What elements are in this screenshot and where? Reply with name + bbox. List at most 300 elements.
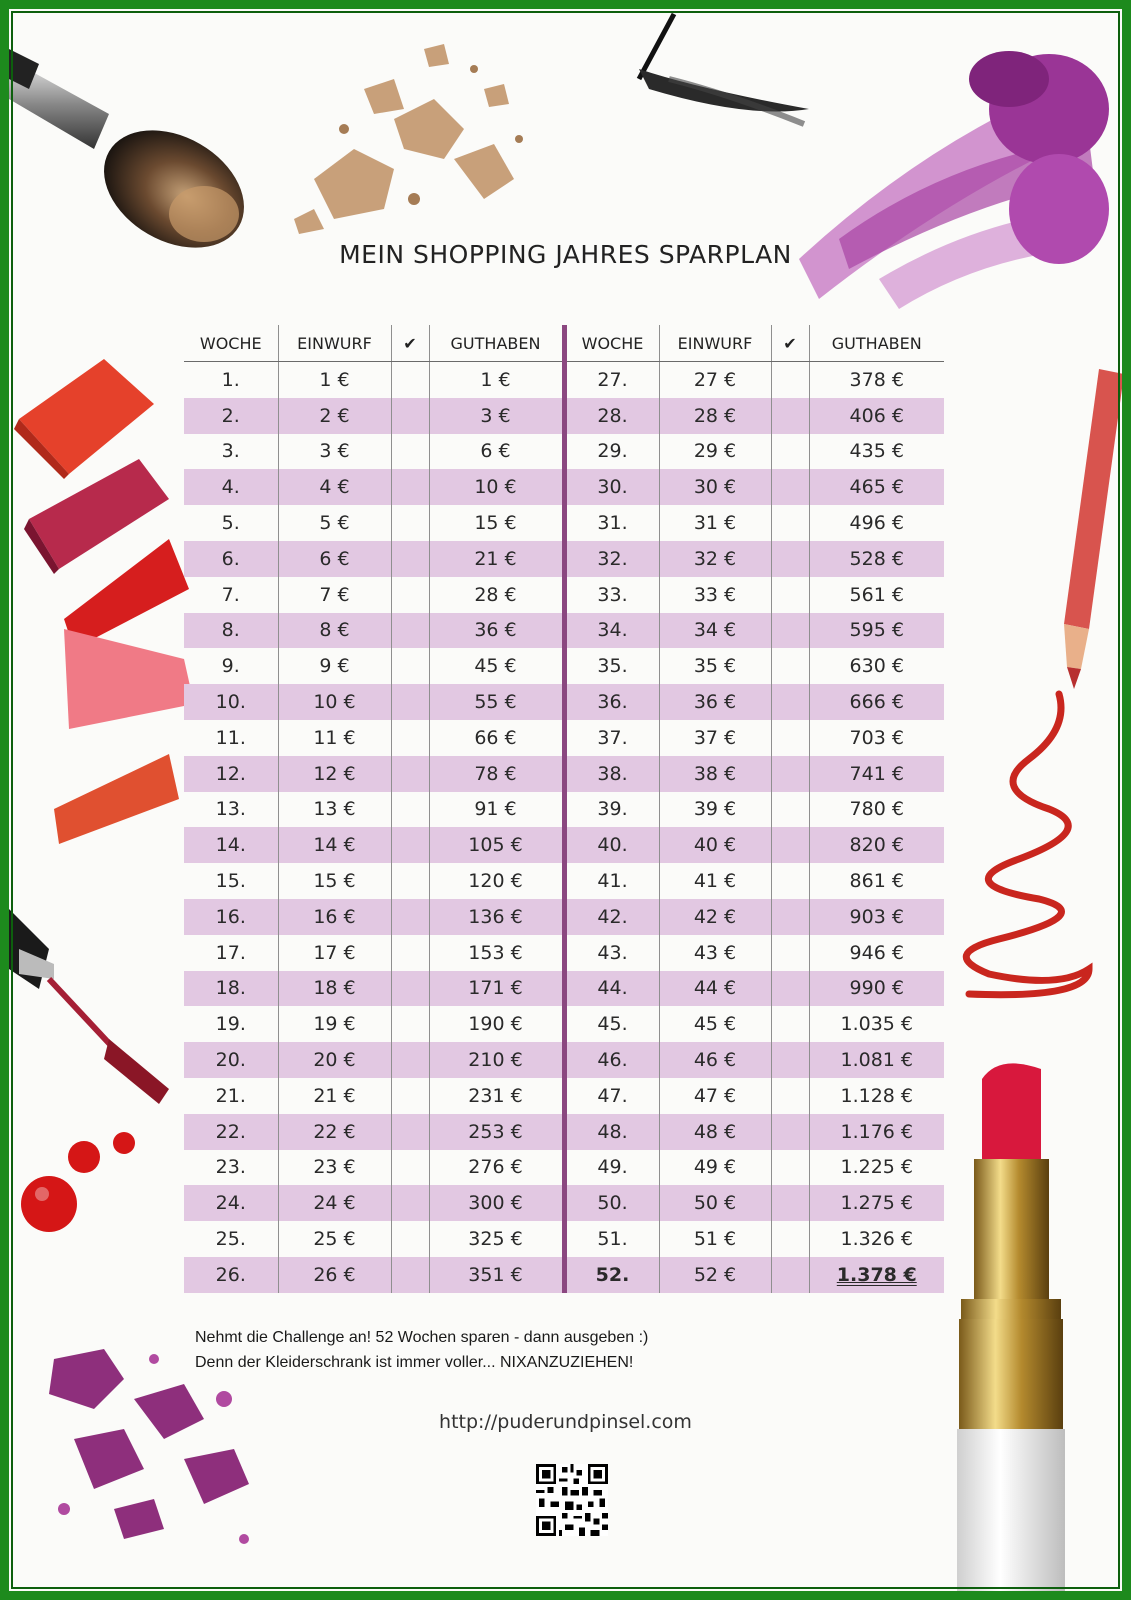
- deposit-cell: [659, 827, 771, 863]
- week-cell: [184, 1257, 278, 1293]
- balance-cell-value: 28 €: [474, 583, 517, 606]
- deposit-cell-value: 3 €: [319, 440, 350, 463]
- balance-cell-value: 10 €: [474, 476, 517, 499]
- balance-cell: [429, 613, 564, 649]
- week-cell-value: 35.: [597, 655, 628, 678]
- week-cell-value: 20.: [215, 1049, 246, 1072]
- deposit-cell: [278, 1006, 391, 1042]
- deposit-cell: [659, 505, 771, 541]
- week-cell-value: 19.: [215, 1013, 246, 1036]
- balance-cell-value: 1.081 €: [840, 1049, 914, 1072]
- deposit-cell-value: 15 €: [313, 870, 356, 893]
- balance-cell: [809, 1185, 944, 1221]
- deposit-cell-value: 7 €: [319, 583, 350, 606]
- table-row: [184, 1042, 944, 1078]
- deposit-cell: [659, 1114, 771, 1150]
- deposit-cell: [278, 613, 391, 649]
- deposit-cell-value: 2 €: [319, 404, 350, 427]
- checkbox-cell[interactable]: [771, 1078, 809, 1114]
- week-cell-value: 27.: [597, 368, 628, 391]
- deposit-cell-value: 45 €: [693, 1013, 737, 1036]
- balance-cell-value: 1.275 €: [840, 1192, 914, 1215]
- deposit-cell-value: 51 €: [693, 1228, 737, 1251]
- balance-cell: [429, 1006, 564, 1042]
- deposit-cell: [278, 1221, 391, 1257]
- balance-cell-value: 325 €: [468, 1228, 523, 1251]
- week-cell: [564, 899, 659, 935]
- deposit-cell: [659, 577, 771, 613]
- header-check-icon: ✔: [391, 325, 429, 362]
- week-cell-value: 50.: [597, 1192, 628, 1215]
- table-row: [184, 863, 944, 899]
- balance-cell: [429, 720, 564, 756]
- balance-cell-value: 465 €: [849, 476, 904, 499]
- table-row: [184, 1221, 944, 1257]
- checkbox-cell[interactable]: [771, 541, 809, 577]
- balance-cell-value: 120 €: [468, 870, 523, 893]
- checkbox-cell[interactable]: [391, 899, 429, 935]
- balance-cell-value: 1.225 €: [840, 1156, 914, 1179]
- table-row: [184, 362, 944, 398]
- week-cell-value: 12.: [215, 762, 246, 785]
- deposit-cell-value: 20 €: [313, 1049, 356, 1072]
- checkbox-cell[interactable]: [771, 505, 809, 541]
- deposit-cell: [659, 541, 771, 577]
- table-row: [184, 505, 944, 541]
- table-row: [184, 1150, 944, 1186]
- table-row: [184, 756, 944, 792]
- deposit-cell-value: 22 €: [313, 1120, 356, 1143]
- balance-cell: [429, 1150, 564, 1186]
- checkbox-cell[interactable]: [391, 541, 429, 577]
- deposit-cell: [659, 1078, 771, 1114]
- balance-cell: [809, 648, 944, 684]
- week-cell: [564, 1150, 659, 1186]
- challenge-line-1: Nehmt die Challenge an! 52 Wochen sparen - dann ausgeben :): [195, 1329, 649, 1346]
- week-cell: [564, 1185, 659, 1221]
- week-cell: [564, 792, 659, 828]
- week-cell: [184, 1114, 278, 1150]
- table-row: [184, 827, 944, 863]
- deposit-cell: [278, 398, 391, 434]
- red-scribble-image: [939, 689, 1119, 1029]
- balance-cell: [809, 398, 944, 434]
- week-cell: [184, 648, 278, 684]
- deposit-cell-value: 43 €: [693, 941, 737, 964]
- checkbox-cell[interactable]: [391, 1185, 429, 1221]
- header-guthaben: GUTHABEN: [429, 325, 564, 362]
- deposit-cell: [278, 505, 391, 541]
- balance-cell-value: 171 €: [468, 977, 523, 1000]
- week-cell: [184, 971, 278, 1007]
- balance-cell: [429, 1257, 564, 1293]
- week-cell: [184, 577, 278, 613]
- deposit-cell-value: 44 €: [693, 977, 737, 1000]
- checkbox-cell[interactable]: [771, 1185, 809, 1221]
- gold-lipstick-image: [949, 1059, 1089, 1600]
- balance-cell: [809, 577, 944, 613]
- page-title: MEIN SHOPPING JAHRES SPARPLAN: [339, 240, 792, 269]
- checkbox-cell[interactable]: [391, 1042, 429, 1078]
- table-row: [184, 577, 944, 613]
- balance-cell: [809, 1150, 944, 1186]
- deposit-cell-value: 18 €: [313, 977, 356, 1000]
- deposit-cell-value: 37 €: [693, 726, 737, 749]
- balance-cell: [429, 1221, 564, 1257]
- week-cell: [184, 792, 278, 828]
- checkbox-cell[interactable]: [771, 720, 809, 756]
- week-cell: [184, 1150, 278, 1186]
- deposit-cell-value: 46 €: [693, 1049, 737, 1072]
- balance-cell: [429, 756, 564, 792]
- checkbox-cell[interactable]: [771, 792, 809, 828]
- deposit-cell-value: 33 €: [693, 583, 737, 606]
- balance-cell: [809, 1221, 944, 1257]
- table-row: [184, 648, 944, 684]
- balance-cell: [809, 756, 944, 792]
- balance-cell-value: 903 €: [849, 905, 904, 928]
- deposit-cell-value: 34 €: [693, 619, 737, 642]
- deposit-cell-value: 23 €: [313, 1156, 356, 1179]
- checkbox-cell[interactable]: [391, 756, 429, 792]
- deposit-cell: [278, 756, 391, 792]
- balance-cell: [809, 1078, 944, 1114]
- challenge-text: [195, 1325, 648, 1375]
- deposit-cell-value: 48 €: [693, 1120, 737, 1143]
- balance-cell: [809, 1257, 944, 1293]
- balance-cell-value: 78 €: [474, 762, 517, 785]
- checkbox-cell[interactable]: [391, 827, 429, 863]
- checkbox-cell[interactable]: [391, 684, 429, 720]
- balance-cell-value: 946 €: [849, 941, 904, 964]
- header-einwurf-2: EINWURF: [659, 325, 771, 362]
- deposit-cell-value: 6 €: [319, 547, 350, 570]
- deposit-cell: [659, 935, 771, 971]
- balance-cell-value: 15 €: [474, 512, 517, 535]
- deposit-cell-value: 41 €: [693, 870, 737, 893]
- week-cell-value: 47.: [597, 1084, 628, 1107]
- deposit-cell: [659, 899, 771, 935]
- balance-cell-value: 136 €: [468, 905, 523, 928]
- week-cell: [564, 684, 659, 720]
- deposit-cell: [278, 792, 391, 828]
- balance-cell: [809, 434, 944, 470]
- week-cell-value: 46.: [597, 1049, 628, 1072]
- table-row: [184, 1006, 944, 1042]
- balance-cell-value: 820 €: [849, 834, 904, 857]
- deposit-cell: [659, 720, 771, 756]
- week-cell-value: 32.: [597, 547, 628, 570]
- balance-cell: [809, 899, 944, 935]
- week-cell-value: 16.: [215, 905, 246, 928]
- week-cell-value: 41.: [597, 870, 628, 893]
- week-cell-value: 44.: [597, 977, 628, 1000]
- week-cell: [184, 863, 278, 899]
- deposit-cell-value: 39 €: [693, 798, 737, 821]
- deposit-cell: [278, 577, 391, 613]
- deposit-cell-value: 11 €: [313, 726, 356, 749]
- balance-cell: [429, 648, 564, 684]
- week-cell-value: 25.: [215, 1228, 246, 1251]
- week-cell: [564, 935, 659, 971]
- deposit-cell: [659, 1221, 771, 1257]
- deposit-cell: [278, 362, 391, 398]
- purple-eyeshadow-image: [779, 19, 1119, 319]
- makeup-brush-image: [9, 39, 259, 269]
- balance-cell-value: 861 €: [849, 870, 904, 893]
- deposit-cell: [659, 1042, 771, 1078]
- checkbox-cell[interactable]: [391, 792, 429, 828]
- deposit-cell: [659, 1006, 771, 1042]
- week-cell-value: 52.: [595, 1263, 630, 1286]
- checkbox-cell[interactable]: [771, 398, 809, 434]
- balance-cell: [429, 1185, 564, 1221]
- week-cell-value: 28.: [597, 404, 628, 427]
- week-cell: [564, 1042, 659, 1078]
- deposit-cell: [278, 1185, 391, 1221]
- balance-cell: [809, 1042, 944, 1078]
- balance-cell-value: 3 €: [480, 404, 511, 427]
- checkbox-cell[interactable]: [771, 756, 809, 792]
- deposit-cell: [278, 863, 391, 899]
- week-cell: [564, 756, 659, 792]
- week-cell-value: 18.: [215, 977, 246, 1000]
- balance-cell: [429, 1042, 564, 1078]
- week-cell-value: 9.: [221, 655, 240, 678]
- checkbox-cell[interactable]: [771, 469, 809, 505]
- deposit-cell-value: 40 €: [693, 834, 737, 857]
- deposit-cell: [659, 648, 771, 684]
- deposit-cell: [278, 1114, 391, 1150]
- week-cell: [184, 720, 278, 756]
- balance-cell: [429, 577, 564, 613]
- week-cell-value: 13.: [215, 798, 246, 821]
- checkbox-cell[interactable]: [391, 971, 429, 1007]
- week-cell-value: 38.: [597, 762, 628, 785]
- balance-cell-value: 630 €: [849, 655, 904, 678]
- week-cell: [184, 899, 278, 935]
- deposit-cell: [278, 935, 391, 971]
- savings-plan-table: [184, 325, 944, 1293]
- week-cell: [184, 362, 278, 398]
- balance-cell: [809, 362, 944, 398]
- table-row: [184, 1114, 944, 1150]
- checkbox-cell[interactable]: [771, 648, 809, 684]
- deposit-cell: [278, 541, 391, 577]
- checkbox-cell[interactable]: [771, 684, 809, 720]
- deposit-cell-value: 31 €: [693, 512, 737, 535]
- balance-cell: [809, 720, 944, 756]
- week-cell-value: 34.: [597, 619, 628, 642]
- week-cell-value: 26.: [215, 1263, 246, 1286]
- checkbox-cell[interactable]: [391, 935, 429, 971]
- checkbox-cell[interactable]: [771, 899, 809, 935]
- week-cell: [564, 1257, 659, 1293]
- challenge-line-2: Denn der Kleiderschrank ist immer voller... NIXANZUZIEHEN!: [195, 1354, 634, 1371]
- balance-cell-value: 780 €: [849, 798, 904, 821]
- balance-cell-value: 1.176 €: [840, 1120, 914, 1143]
- balance-cell: [429, 863, 564, 899]
- qr-code-icon: [536, 1464, 608, 1536]
- deposit-cell: [659, 469, 771, 505]
- week-cell: [184, 827, 278, 863]
- deposit-cell: [659, 1150, 771, 1186]
- week-cell-value: 37.: [597, 726, 628, 749]
- week-cell-value: 10.: [215, 691, 246, 714]
- checkbox-cell[interactable]: [771, 1006, 809, 1042]
- balance-cell: [429, 827, 564, 863]
- balance-cell: [809, 505, 944, 541]
- checkbox-cell[interactable]: [391, 863, 429, 899]
- week-cell-value: 24.: [215, 1192, 246, 1215]
- week-cell-value: 39.: [597, 798, 628, 821]
- balance-cell: [809, 1006, 944, 1042]
- checkbox-cell[interactable]: [391, 1114, 429, 1150]
- week-cell: [564, 434, 659, 470]
- balance-cell-value: 990 €: [849, 977, 904, 1000]
- balance-cell: [429, 362, 564, 398]
- checkbox-cell[interactable]: [771, 827, 809, 863]
- deposit-cell: [278, 1042, 391, 1078]
- balance-cell: [809, 935, 944, 971]
- checkbox-cell[interactable]: [391, 505, 429, 541]
- balance-cell: [429, 1078, 564, 1114]
- header-check-icon-2: ✔: [771, 325, 809, 362]
- deposit-cell-value: 5 €: [319, 512, 350, 535]
- deposit-cell-value: 24 €: [313, 1192, 356, 1215]
- balance-cell: [429, 935, 564, 971]
- week-cell-value: 45.: [597, 1013, 628, 1036]
- checkbox-cell[interactable]: [771, 434, 809, 470]
- week-cell-value: 33.: [597, 583, 628, 606]
- balance-cell-value: 6 €: [480, 440, 511, 463]
- week-cell-value: 6.: [221, 547, 240, 570]
- deposit-cell: [659, 1185, 771, 1221]
- week-cell: [184, 684, 278, 720]
- checkbox-cell[interactable]: [771, 1042, 809, 1078]
- week-cell: [564, 1221, 659, 1257]
- week-cell-value: 22.: [215, 1120, 246, 1143]
- week-cell: [564, 505, 659, 541]
- deposit-cell: [278, 648, 391, 684]
- week-cell: [184, 541, 278, 577]
- balance-cell: [809, 863, 944, 899]
- checkbox-cell[interactable]: [771, 362, 809, 398]
- week-cell: [564, 469, 659, 505]
- deposit-cell-value: 27 €: [693, 368, 737, 391]
- deposit-cell: [659, 792, 771, 828]
- nail-polish-drops-image: [14, 1119, 154, 1239]
- balance-cell-value: 496 €: [849, 512, 904, 535]
- checkbox-cell[interactable]: [391, 577, 429, 613]
- deposit-cell: [278, 971, 391, 1007]
- balance-cell-value: 105 €: [468, 834, 523, 857]
- header-einwurf: EINWURF: [278, 325, 391, 362]
- week-cell: [564, 863, 659, 899]
- website-link[interactable]: http://puderundpinsel.com: [439, 1411, 692, 1433]
- deposit-cell: [659, 684, 771, 720]
- balance-cell: [809, 684, 944, 720]
- week-cell: [564, 541, 659, 577]
- checkbox-cell[interactable]: [391, 1150, 429, 1186]
- week-cell: [184, 613, 278, 649]
- checkbox-cell[interactable]: [391, 1078, 429, 1114]
- deposit-cell-value: 16 €: [313, 905, 356, 928]
- table-row: [184, 1257, 944, 1293]
- checkbox-cell[interactable]: [391, 648, 429, 684]
- deposit-cell-value: 10 €: [313, 691, 356, 714]
- deposit-cell-value: 1 €: [319, 368, 350, 391]
- week-cell-value: 14.: [215, 834, 246, 857]
- checkbox-cell[interactable]: [771, 935, 809, 971]
- balance-cell: [429, 541, 564, 577]
- checkbox-cell[interactable]: [391, 1221, 429, 1257]
- week-cell-value: 21.: [215, 1084, 246, 1107]
- week-cell: [184, 756, 278, 792]
- week-cell: [564, 1114, 659, 1150]
- balance-cell-value: 21 €: [474, 547, 517, 570]
- table-row: [184, 899, 944, 935]
- checkbox-cell[interactable]: [391, 1257, 429, 1293]
- week-cell: [564, 398, 659, 434]
- checkbox-cell[interactable]: [391, 1006, 429, 1042]
- checkbox-cell[interactable]: [771, 613, 809, 649]
- checkbox-cell[interactable]: [391, 720, 429, 756]
- balance-cell: [809, 827, 944, 863]
- balance-cell-value: 666 €: [849, 691, 904, 714]
- week-cell: [564, 1006, 659, 1042]
- lipsticks-image: [9, 359, 209, 859]
- table-row: [184, 971, 944, 1007]
- deposit-cell: [659, 971, 771, 1007]
- balance-cell: [809, 971, 944, 1007]
- week-cell: [184, 1006, 278, 1042]
- balance-cell-value: 1.378 €: [836, 1263, 917, 1286]
- deposit-cell-value: 26 €: [313, 1263, 356, 1286]
- checkbox-cell[interactable]: [771, 971, 809, 1007]
- checkbox-cell[interactable]: [771, 863, 809, 899]
- week-cell-value: 7.: [221, 583, 240, 606]
- checkbox-cell[interactable]: [771, 1257, 809, 1293]
- week-cell-value: 36.: [597, 691, 628, 714]
- balance-cell: [429, 971, 564, 1007]
- deposit-cell-value: 9 €: [319, 655, 350, 678]
- lip-pencil-image: [1049, 369, 1129, 689]
- checkbox-cell[interactable]: [391, 434, 429, 470]
- checkbox-cell[interactable]: [771, 577, 809, 613]
- checkbox-cell[interactable]: [771, 1114, 809, 1150]
- checkbox-cell[interactable]: [771, 1150, 809, 1186]
- deposit-cell-value: 50 €: [693, 1192, 737, 1215]
- deposit-cell-value: 8 €: [319, 619, 350, 642]
- balance-cell-value: 210 €: [468, 1049, 523, 1072]
- table-row: [184, 541, 944, 577]
- deposit-cell-value: 14 €: [313, 834, 356, 857]
- week-cell-value: 23.: [215, 1156, 246, 1179]
- checkbox-cell[interactable]: [391, 362, 429, 398]
- checkbox-cell[interactable]: [771, 1221, 809, 1257]
- deposit-cell: [278, 720, 391, 756]
- week-cell: [564, 648, 659, 684]
- balance-cell-value: 595 €: [849, 619, 904, 642]
- checkbox-cell[interactable]: [391, 613, 429, 649]
- checkbox-cell[interactable]: [391, 469, 429, 505]
- week-cell-value: 1.: [221, 368, 240, 391]
- week-cell-value: 48.: [597, 1120, 628, 1143]
- week-cell: [184, 1042, 278, 1078]
- deposit-cell-value: 13 €: [313, 798, 356, 821]
- checkbox-cell[interactable]: [391, 398, 429, 434]
